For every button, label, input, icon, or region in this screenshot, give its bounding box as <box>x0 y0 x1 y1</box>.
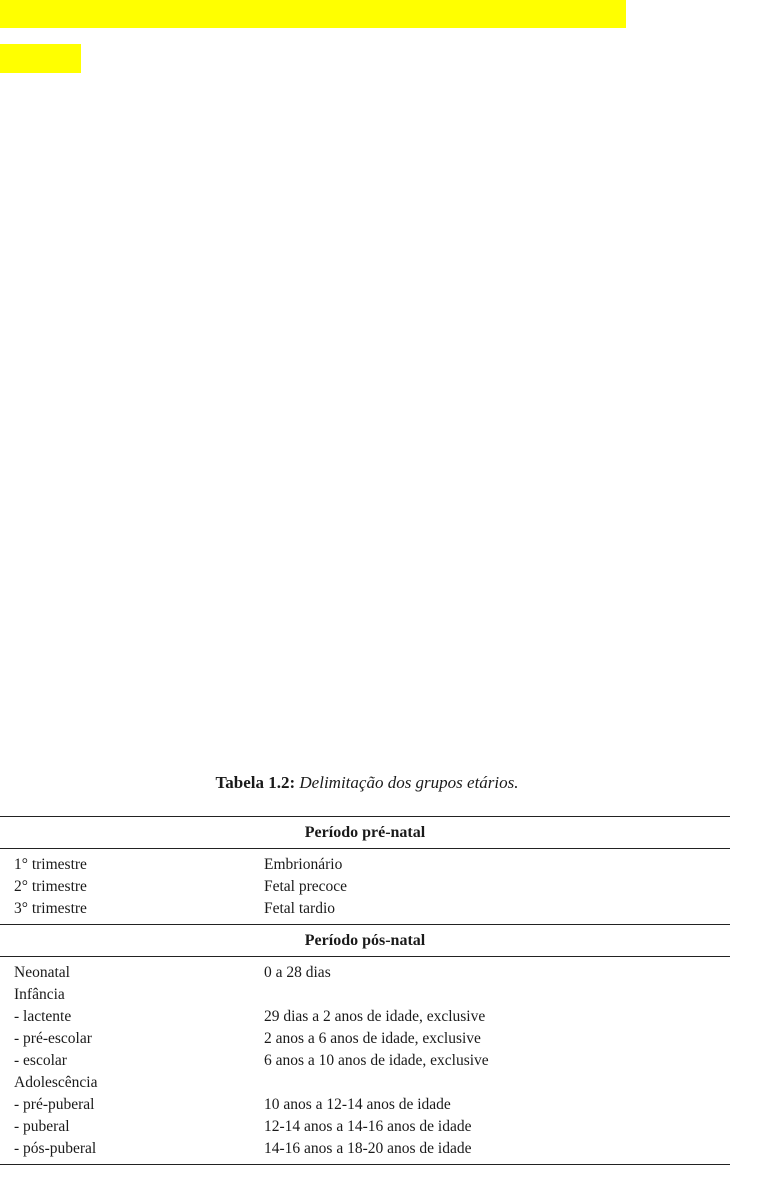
range-cell: 6 anos a 10 anos de idade, exclusive <box>264 1052 489 1069</box>
table-row <box>0 1006 730 1028</box>
range-cell: Embrionário <box>264 856 343 873</box>
table-row <box>0 1028 730 1050</box>
period-cell: Adolescência <box>14 1074 98 1091</box>
section-title-prenatal: Período pré-natal <box>304 824 426 841</box>
period-cell: - pré-puberal <box>14 1096 95 1113</box>
table-row <box>0 876 730 898</box>
range-cell: 10 anos a 12-14 anos de idade <box>264 1096 451 1113</box>
range-cell: 12-14 anos a 14-16 anos de idade <box>264 1118 472 1135</box>
caption-label: Tabela 1.2: <box>215 773 296 792</box>
period-cell: 2° trimestre <box>14 878 87 895</box>
section-title-postnatal: Período pós-natal <box>304 932 426 949</box>
table-row <box>0 898 730 920</box>
table-caption <box>0 773 734 793</box>
caption-text: Delimitação dos grupos etários. <box>299 773 519 792</box>
period-cell: Neonatal <box>14 964 70 981</box>
period-cell: 3° trimestre <box>14 900 87 917</box>
period-cell: - escolar <box>14 1052 67 1069</box>
highlight-bar-top <box>0 0 626 28</box>
range-cell: 29 dias a 2 anos de idade, exclusive <box>264 1008 486 1025</box>
table-row <box>0 962 730 984</box>
table-row <box>0 984 730 1006</box>
postnatal-rows <box>0 957 730 1164</box>
period-cell: 1° trimestre <box>14 856 87 873</box>
period-cell: Infância <box>14 986 65 1003</box>
table-bottom-rule <box>0 1164 730 1165</box>
age-groups-table <box>0 816 730 1165</box>
highlight-bar-short <box>0 44 81 73</box>
table-row <box>0 1050 730 1072</box>
period-cell: - pós-puberal <box>14 1140 97 1157</box>
table-row <box>0 1116 730 1138</box>
prenatal-rows <box>0 849 730 924</box>
period-cell: - lactente <box>14 1008 72 1025</box>
range-cell: 2 anos a 6 anos de idade, exclusive <box>264 1030 481 1047</box>
table-row <box>0 1094 730 1116</box>
period-cell: - puberal <box>14 1118 70 1135</box>
table-row <box>0 1072 730 1094</box>
table-row <box>0 1138 730 1160</box>
range-cell: Fetal precoce <box>264 878 348 895</box>
range-cell: 14-16 anos a 18-20 anos de idade <box>264 1140 472 1157</box>
table-row <box>0 854 730 876</box>
range-cell: 0 a 28 dias <box>264 964 331 981</box>
range-cell: Fetal tardio <box>264 900 336 917</box>
period-cell: - pré-escolar <box>14 1030 92 1047</box>
